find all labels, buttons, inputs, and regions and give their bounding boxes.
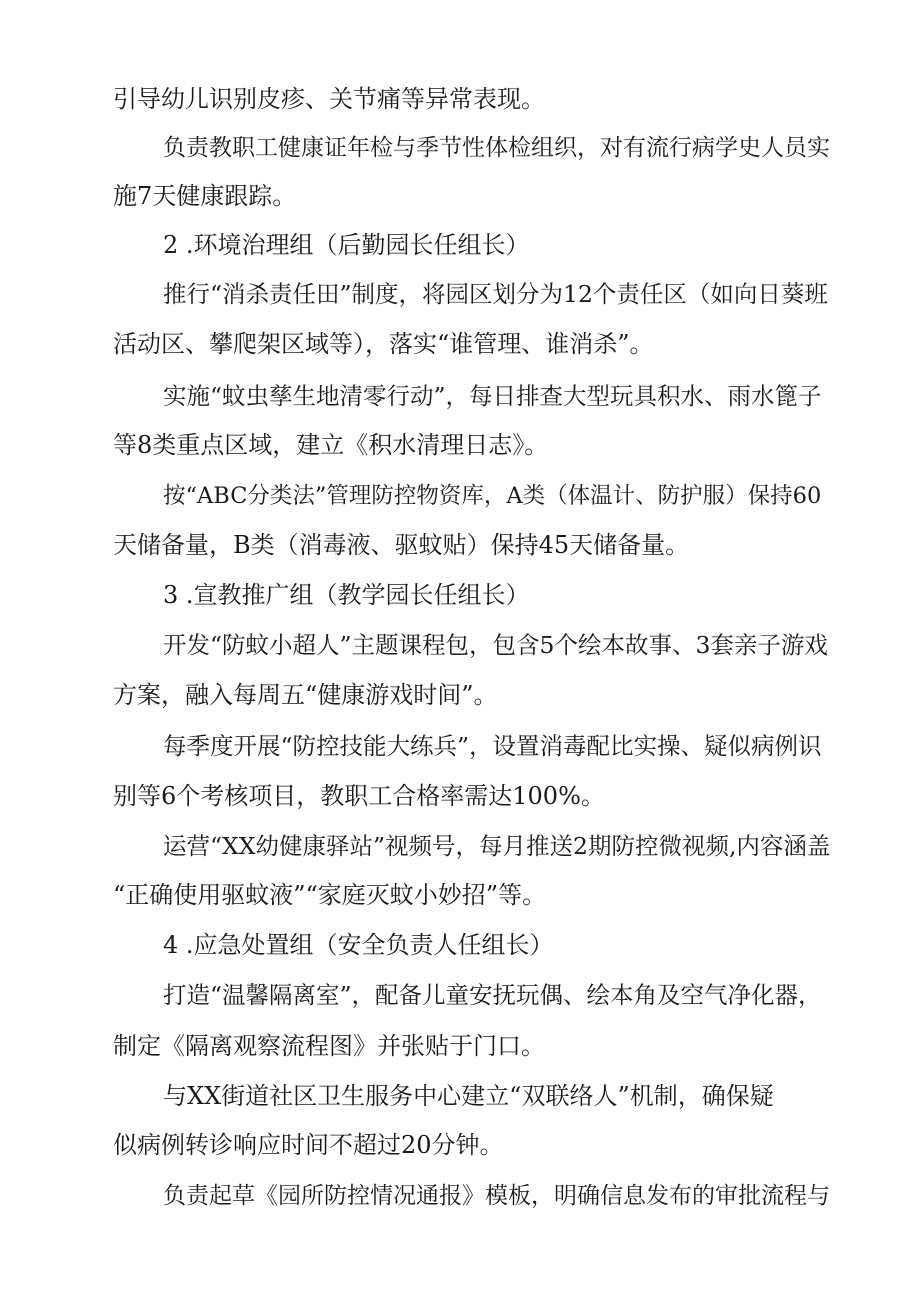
paragraph-line: 实施“蚊虫孳生地清零行动”，每日排查大型玩具积水、雨水篦子 bbox=[163, 382, 822, 410]
section-heading: 4 .应急处置组（安全负责人任组长） bbox=[163, 931, 554, 959]
paragraph-line: 与XX街道社区卫生服务中心建立“双联络人”机制，确保疑 bbox=[163, 1082, 774, 1110]
section-heading: 2 .环境治理组（后勤园长任组长） bbox=[163, 231, 530, 259]
paragraph-line: 负责起草《园所防控情况通报》模板，明确信息发布的审批流程与 bbox=[163, 1183, 830, 1209]
paragraph-line: 开发“防蚊小超人”主题课程包，包含5个绘本故事、3套亲子游戏 bbox=[163, 631, 828, 659]
paragraph-line: 等8类重点区域，建立《积水清理日志》。 bbox=[113, 431, 549, 459]
paragraph-line: 引导幼儿识别皮疹、关节痛等异常表现。 bbox=[113, 85, 545, 113]
paragraph-line: 每季度开展“防控技能大练兵”，设置消毒配比实操、疑似病例识 bbox=[163, 732, 822, 760]
paragraph-line: “正确使用驱蚊液”“家庭灭蚊小妙招”等。 bbox=[113, 881, 547, 909]
section-heading: 3 .宣教推广组（教学园长任组长） bbox=[163, 581, 530, 609]
paragraph-line: 推行“消杀责任田”制度，将园区划分为12个责任区（如向日葵班 bbox=[163, 280, 828, 308]
paragraph-line: 打造“温馨隔离室”，配备儿童安抚玩偶、绘本角及空气净化器， bbox=[163, 981, 822, 1009]
paragraph-line: 似病例转诊响应时间不超过20分钟。 bbox=[113, 1131, 504, 1159]
paragraph-line: 负责教职工健康证年检与季节性体检组织，对有流行病学史人员实 bbox=[163, 135, 830, 161]
paragraph-line: 方案，融入每周五“健康游戏时间”。 bbox=[113, 681, 498, 709]
paragraph-line: 天储备量，B类（消毒液、驱蚊贴）保持45天储备量。 bbox=[113, 531, 690, 559]
paragraph-line: 别等6个考核项目，教职工合格率需达100%。 bbox=[113, 782, 605, 810]
paragraph-line: 制定《隔离观察流程图》并张贴于门口。 bbox=[113, 1032, 545, 1060]
paragraph-line: 运营“XX幼健康驿站”视频号，每月推送2期防控微视频,内容涵盖 bbox=[163, 832, 831, 860]
paragraph-line: 按“ABC分类法”管理防控物资库，A类（体温计、防护服）保持60 bbox=[163, 483, 822, 509]
paragraph-line: 活动区、攀爬架区域等），落实“谁管理、谁消杀”。 bbox=[113, 330, 654, 358]
paragraph-line: 施7天健康跟踪。 bbox=[113, 182, 297, 210]
